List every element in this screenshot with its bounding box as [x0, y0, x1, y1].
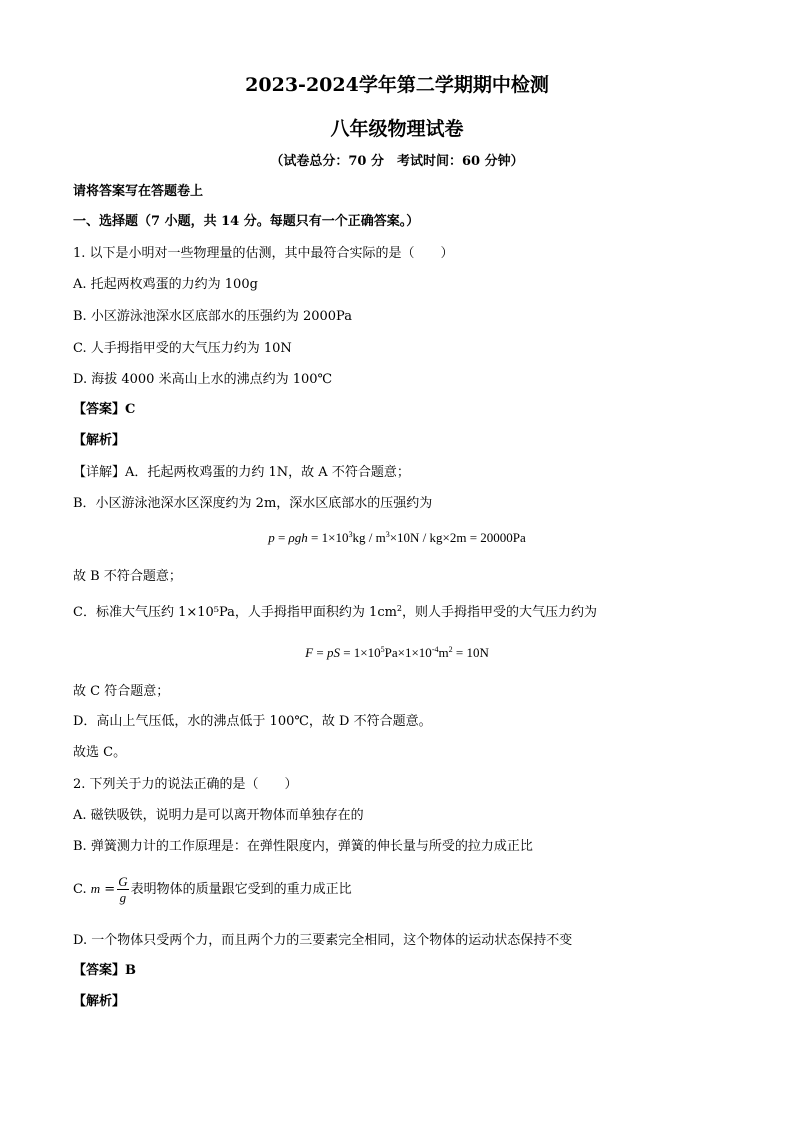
q1-b-conclusion: 故 B 不符合题意； [73, 569, 182, 584]
section-heading: 一、选择题（7 小题，共 14 分。每题只有一个正确答案。） [73, 214, 420, 229]
q1-b-explanation: B．小区游泳池深水区深度约为 2m，深水区底部水的压强约为 [73, 496, 433, 511]
q1-detail: 【详解】A．托起两枚鸡蛋的力约 1N，故 A 不符合题意； [73, 465, 410, 480]
answer-notice: 请将答案写在答题卷上 [73, 184, 204, 199]
q2-answer: 【答案】B [73, 963, 136, 978]
mass-fraction: $\frac{G}{g}$ [118, 874, 128, 905]
q1-answer: 【答案】C [73, 402, 136, 417]
q2-option-c: C. m = $\frac{G}{g}$ 表明物体的质量跟它受到的重力成正比 [73, 874, 352, 905]
q1-c-conclusion: 故 C 符合题意； [73, 684, 170, 699]
q1-option-a: A. 托起两枚鸡蛋的力约为 100g [73, 277, 258, 292]
q1-option-d: D. 海拔 4000 米高山上水的沸点约为 100℃ [73, 372, 333, 387]
q1-final: 故选 C。 [73, 745, 127, 760]
q1-c-explanation: C．标准大气压约 1×10⁵Pa，人手拇指甲面积约为 $1cm^2$，则人手拇指甲受的大气压力约为 [73, 604, 598, 620]
exam-title: 2023-2024学年第二学期期中检测 [245, 74, 549, 96]
pressure-formula: $p = \rho gh = 1\times 10^3kg / m^3\times 10N / kg\times 2m = 20000Pa$ [268, 530, 526, 545]
q1-option-c: C. 人手拇指甲受的大气压力约为 10N [73, 341, 292, 356]
q2-option-a: A. 磁铁吸铁，说明力是可以离开物体而单独存在的 [73, 808, 364, 823]
q2-option-b: B. 弹簧测力计的工作原理是：在弹性限度内，弹簧的伸长量与所受的拉力成正比 [73, 839, 533, 854]
exam-subtitle: 八年级物理试卷 [330, 118, 464, 140]
force-formula: F = pS = $1\times 10^5Pa\times 1\times 10^{-4}m^2 = 10N$ [305, 645, 489, 660]
q1-stem: 1. 以下是小明对一些物理量的估测，其中最符合实际的是（ ） [73, 246, 454, 261]
q2-analysis-label: 【解析】 [73, 994, 126, 1009]
q2-option-d: D. 一个物体只受两个力，而且两个力的三要素完全相同，这个物体的运动状态保持不变 [73, 933, 573, 948]
q1-option-b: B. 小区游泳池深水区底部水的压强约为 2000Pa [73, 309, 352, 324]
q1-analysis-label: 【解析】 [73, 433, 126, 448]
exam-info: （试卷总分：70 分 考试时间：60 分钟） [270, 154, 524, 169]
q1-d-explanation: D．高山上气压低，水的沸点低于 100℃，故 D 不符合题意。 [73, 714, 432, 729]
q2-stem: 2. 下列关于力的说法正确的是（ ） [73, 777, 298, 792]
